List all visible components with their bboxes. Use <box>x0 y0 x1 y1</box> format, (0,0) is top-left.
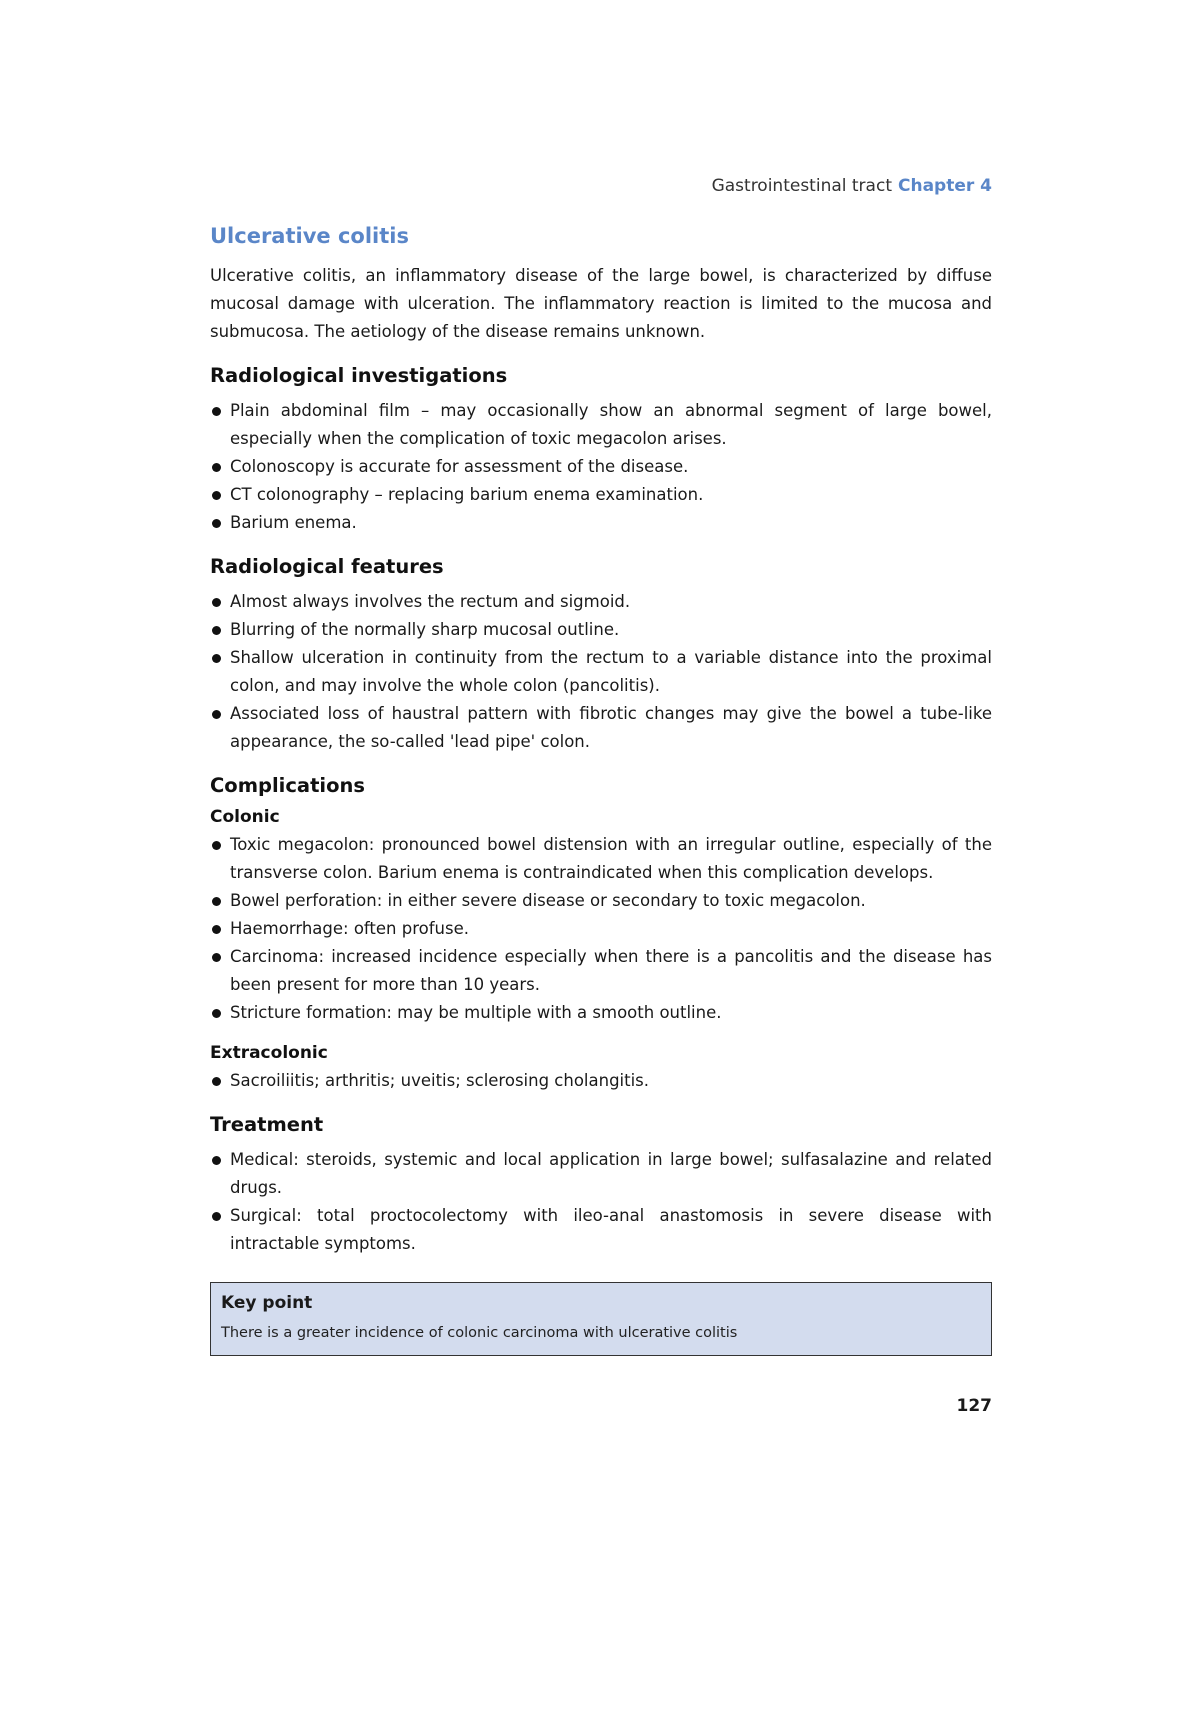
treatment-list <box>210 1146 992 1258</box>
list-item: Bowel perforation: in either severe disease or secondary to toxic megacolon. <box>210 887 992 915</box>
features-list <box>210 588 992 756</box>
investigations-list <box>210 397 992 537</box>
bullet-icon <box>212 710 221 719</box>
bullet-icon <box>212 407 221 416</box>
list-item: Almost always involves the rectum and sigmoid. <box>210 588 992 616</box>
list-item: Carcinoma: increased incidence especially when there is a pancolitis and the disease has been present for more than 10 years. <box>210 943 992 999</box>
bullet-icon <box>212 598 221 607</box>
bullet-icon <box>212 1156 221 1165</box>
list-item: Blurring of the normally sharp mucosal outline. <box>210 616 992 644</box>
colonic-subheading: Colonic <box>210 807 280 827</box>
list-item: Toxic megacolon: pronounced bowel distension with an irregular outline, especially of the transverse colon. Barium enema is contraindicated when this complication develops. <box>210 831 992 887</box>
bullet-icon <box>212 519 221 528</box>
investigations-heading: Radiological investigations <box>210 364 508 387</box>
bullet-icon <box>212 654 221 663</box>
bullet-icon <box>212 1077 221 1086</box>
bullet-icon <box>212 491 221 500</box>
running-head-chapter: Chapter 4 <box>897 176 992 196</box>
intro-paragraph: Ulcerative colitis, an inflammatory disease of the large bowel, is characterized by diffuse mucosal damage with ulceration. The inflammatory reaction is limited to the mucosa and submucosa. The aetiology of the disease remains unknown. <box>210 266 992 341</box>
page-number: 127 <box>956 1396 992 1416</box>
bullet-icon <box>212 626 221 635</box>
treatment-heading: Treatment <box>210 1113 324 1136</box>
list-item: Barium enema. <box>210 509 992 537</box>
list-item: Colonoscopy is accurate for assessment of the disease. <box>210 453 992 481</box>
bullet-icon <box>212 1212 221 1221</box>
bullet-icon <box>212 1009 221 1018</box>
list-item: Plain abdominal film – may occasionally show an abnormal segment of large bowel, especially when the complication of toxic megacolon arises. <box>210 397 992 453</box>
bullet-icon <box>212 897 221 906</box>
bullet-icon <box>212 953 221 962</box>
colonic-list <box>210 831 992 1027</box>
bullet-icon <box>212 463 221 472</box>
list-item: Stricture formation: may be multiple with a smooth outline. <box>210 999 992 1027</box>
running-head-section: Gastrointestinal tract <box>711 176 892 196</box>
list-item: Surgical: total proctocolectomy with ileo-anal anastomosis in severe disease with intractable symptoms. <box>210 1202 992 1258</box>
key-point-box <box>210 1282 992 1356</box>
extracolonic-subheading: Extracolonic <box>210 1043 328 1063</box>
features-heading: Radiological features <box>210 555 444 578</box>
list-item: Medical: steroids, systemic and local application in large bowel; sulfasalazine and related drugs. <box>210 1146 992 1202</box>
complications-heading: Complications <box>210 774 365 797</box>
running-head <box>210 176 992 196</box>
bullet-icon <box>212 841 221 850</box>
key-point-text: There is a greater incidence of colonic carcinoma with ulcerative colitis <box>221 1325 738 1341</box>
bullet-icon <box>212 925 221 934</box>
list-item: Associated loss of haustral pattern with fibrotic changes may give the bowel a tube-like appearance, the so-called 'lead pipe' colon. <box>210 700 992 756</box>
list-item: Shallow ulceration in continuity from the rectum to a variable distance into the proximal colon, and may involve the whole colon (pancolitis). <box>210 644 992 700</box>
list-item: Haemorrhage: often profuse. <box>210 915 992 943</box>
section-title: Ulcerative colitis <box>210 224 409 248</box>
extracolonic-list <box>210 1067 992 1095</box>
list-item: CT colonography – replacing barium enema examination. <box>210 481 992 509</box>
list-item: Sacroiliitis; arthritis; uveitis; sclerosing cholangitis. <box>210 1067 992 1095</box>
book-page <box>210 176 992 1416</box>
key-point-title: Key point <box>221 1293 313 1313</box>
